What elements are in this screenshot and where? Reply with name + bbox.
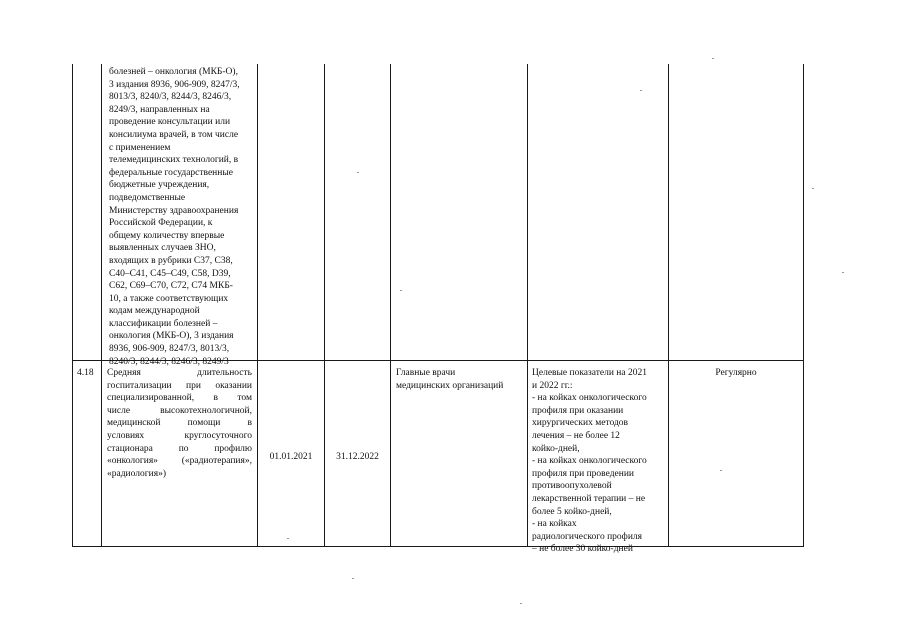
start-date: 01.01.2021 — [269, 452, 313, 462]
indicator-line: специализированной, в том — [107, 393, 252, 404]
table-right-border — [803, 64, 804, 547]
indicator-line: «радиология») — [107, 468, 167, 479]
row-number: 4.18 — [77, 368, 94, 378]
indicator-line: числе высокотехнологичной, — [107, 405, 252, 416]
indicator-line: условиях круглосуточного — [107, 430, 252, 441]
table-bottom-border — [72, 546, 804, 547]
responsible-cell: Главные врачи медицинских организаций — [396, 368, 504, 391]
indicator-line: госпитализации при оказании — [107, 380, 252, 391]
indicator-cell-continued: болезней – онкология (МКБ-О), 3 издания 8936, 906-909, 8247/3, 8013/3, 8240/3, 8244/3, 8246/3, 8249/3, направленных на проведение консультации или консилиума врачей, в том числе с применением телемедицинских технологий, в федеральные государственные бюджетные учреждения, подведомственные Министерству здравоохранения Российской Федерации, к общему количеству впервые выявленных случаев ЗНО, входящих в рубрики С37, С38, С40–С41, С45–С49, С58, D39, С62, С69–С70, С72, С74 МКБ- 10, а также соответствующих кодам международной классификации болезней – онкология (МКБ-О), 3 издания 8936, 906-909, 8247/3, 8013/3, 8240/3, 8244/3, 8246/3, 8249/3 — [109, 67, 240, 367]
column-divider — [668, 64, 669, 547]
table-left-border — [72, 64, 73, 547]
scan-speck — [352, 578, 354, 579]
scan-speck — [812, 188, 814, 189]
scan-speck — [357, 172, 359, 173]
scan-speck — [712, 58, 714, 59]
scan-speck — [640, 90, 642, 91]
indicator-line: стационара по профилю — [107, 443, 252, 454]
scan-speck — [720, 470, 722, 471]
scan-speck — [842, 272, 844, 273]
column-divider — [101, 64, 102, 547]
frequency-cell: Регулярно — [715, 368, 757, 378]
scan-speck — [400, 290, 402, 291]
column-divider — [527, 64, 528, 547]
scan-speck — [520, 603, 522, 604]
column-divider — [324, 64, 325, 547]
indicator-line: медицинской помощи в — [107, 418, 252, 429]
indicator-line: «онкология» («радиотерапия», — [107, 456, 252, 467]
scan-speck — [287, 538, 289, 539]
column-divider — [390, 64, 391, 547]
target-cell: Целевые показатели на 2021 и 2022 гг.: - на койках онкологического профиля при оказании хирургических методов лечения – не более 12 койко-дней, - на койках онкологического профиля при проведении противоопухолевой лекарственной терапии – не более 5 койко-дней, - на койках радиологического профиля – не более 30 койко-дней — [532, 368, 647, 555]
indicator-cell — [107, 367, 252, 480]
end-date: 31.12.2022 — [336, 452, 379, 462]
indicator-line: Средняя длительность — [107, 368, 252, 378]
